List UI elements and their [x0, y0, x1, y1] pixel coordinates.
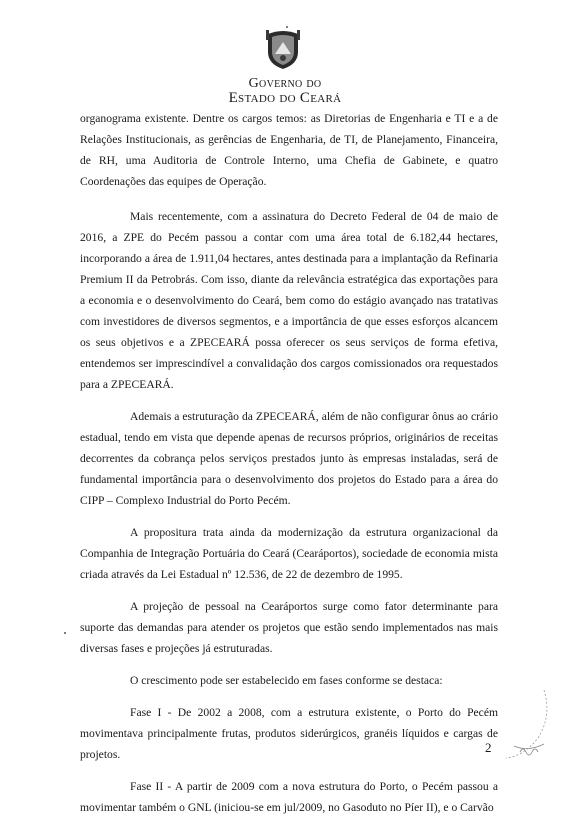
paragraph-8: Fase II - A partir de 2009 com a nova estrutura do Porto, o Pecém passou a movimentar também o GNL (iniciou-se em jul/2009, no Gasoduto no Píer II), e o Carvão: [80, 780, 498, 814]
paragraph-7: Fase I - De 2002 a 2008, com a estrutura existente, o Porto do Pecém movimentava principalmente frutas, produtos siderúrgicos, granéis líquidos e cargas de projetos.: [80, 706, 498, 761]
government-header: [200, 76, 370, 106]
coat-of-arms-icon: [264, 28, 302, 70]
paragraph-5: A projeção de pessoal na Cearáportos surge como fator determinante para suporte das demandas para atender os projetos que estão sendo implementados nas mais diversas fases e projeções já estruturadas.: [80, 600, 498, 655]
header-line-2: Estado do Ceará: [228, 90, 342, 106]
paragraph-2: Mais recentemente, com a assinatura do Decreto Federal de 04 de maio de 2016, a ZPE do Pecém passou a contar com uma área total de 6.182,44 hectares, incorporando a área de 1.911,04 hectares, antes destinada para a implantação da Refinaria Premium II da Petrobrás. Com isso, diante da relevância estratégica das exportações para a economia e o desenvolvimento do Ceará, bem como do estágio avançado nas tratativas com investidores de diversos segmentos, e a importância de que esses esforços alcancem os seus objetivos e a ZPECEARÁ possa oferecer os seus serviços de forma efetiva, entendemos ser imprescindível a convalidação dos cargos comissionados ora requestados para a ZPECEARÁ.: [80, 210, 498, 391]
paragraph-6: O crescimento pode ser estabelecido em fases conforme se destaca:: [130, 674, 443, 687]
header-line-1: Governo do: [248, 76, 322, 91]
scan-speck: [286, 26, 288, 28]
document-body: [80, 108, 498, 829]
paragraph-4: A propositura trata ainda da modernização da estrutura organizacional da Companhia de Integração Portuária do Ceará (Cearáportos), sociedade de economia mista criada através da Lei Estadual nº 12.536, de 22 de dezembro de 1995.: [80, 526, 498, 581]
page-number: 2: [485, 740, 492, 755]
paragraph-3: Ademais a estruturação da ZPECEARÁ, além de não configurar ônus ao crário estadual, tendo em vista que depende apenas de recursos próprios, originários de receitas decorrentes da cobrança pelos serviços prestados junto às empresas instaladas, será de fundamental importância para o desenvolvimento dos projetos do Estado para a área do CIPP – Complexo Industrial do Porto Pecém.: [80, 410, 498, 507]
rubric-stamp-icon: [494, 686, 554, 766]
paragraph-1: organograma existente. Dentre os cargos temos: as Diretorias de Engenharia e TI e a de Relações Institucionais, as gerências de Engenharia, de TI, de Planejamento, Financeira, de RH, uma Auditoria de Controle Interno, uma Chefia de Gabinete, e quatro Coordenações das equipes de Operação.: [80, 112, 498, 188]
scan-speck: [64, 632, 66, 634]
